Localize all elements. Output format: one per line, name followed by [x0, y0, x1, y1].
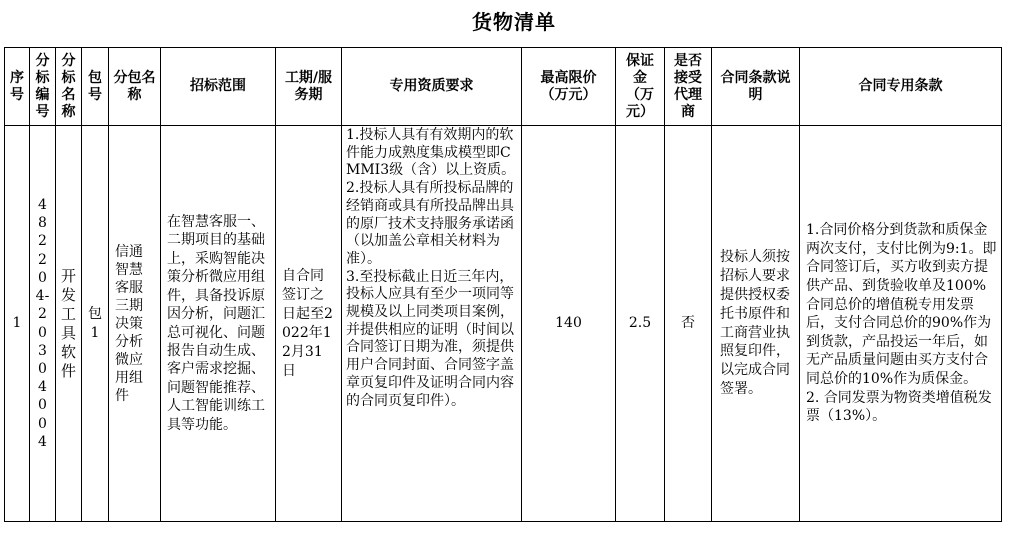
cell-lot-name: 开发工具软件 — [56, 126, 82, 522]
cell-pkg-name: 信通智慧客服三期决策分析微应用组件 — [109, 126, 161, 522]
header-pkg: 包号 — [82, 48, 109, 126]
cell-max-price: 140 — [522, 126, 616, 522]
header-max-price: 最高限价（万元） — [522, 48, 616, 126]
header-contract-desc: 合同条款说明 — [712, 48, 800, 126]
cell-lot-no: 482204-20304004 — [30, 126, 56, 522]
cell-agent: 否 — [665, 126, 712, 522]
cell-deposit: 2.5 — [616, 126, 665, 522]
cell-contract-terms: 1.合同价格分到货款和质保金两次支付，支付比例为9:1。即合同签订后，买方收到卖方提供产品、到货验收单及100%合同总价的增值税专用发票后，支付合同总价的90%作为到货款，产品投运一年后，如无产品质量问题由买方支付合同总价的10%作为质保金。 2. 合同发票为物资类增值税发票（13%）。 — [800, 126, 1002, 522]
cell-period: 自合同签订之日起至2022年12月31日 — [276, 126, 342, 522]
cell-qualification: 1.投标人具有有效期内的软件能力成熟度集成模型即CMMI3级（含）以上资质。 2.投标人具有所投标品牌的经销商或具有所投品牌出具的原厂技术支持服务承诺函（以加盖公章相关材料为准）。 3.至投标截止日近三年内，投标人应具有至少一项同等规模及以上同类项目案例，并提供相应的证明（时间以合同签订日期为准，须提供用户合同封面、合同签字盖章页复印件及证明合同内容的合同页复印件）。 — [342, 126, 522, 522]
table-row — [5, 126, 1002, 522]
header-qualification: 专用资质要求 — [342, 48, 522, 126]
header-agent: 是否接受代理商 — [665, 48, 712, 126]
header-period: 工期/服务期 — [276, 48, 342, 126]
cell-scope: 在智慧客服一、二期项目的基础上，采购智能决策分析微应用组件，具备投诉原因分析，问题汇总可视化、问题报告自动生成、客户需求挖掘、问题智能推荐、人工智能训练工具等功能。 — [161, 126, 276, 522]
header-deposit: 保证金（万元） — [616, 48, 665, 126]
header-contract-terms: 合同专用条款 — [800, 48, 1002, 126]
goods-table — [4, 47, 1002, 522]
header-row — [5, 48, 1002, 126]
header-pkg-name: 分包名称 — [109, 48, 161, 126]
cell-pkg: 包1 — [82, 126, 109, 522]
page-title: 货物清单 — [472, 10, 556, 34]
cell-contract-desc: 投标人须按招标人要求提供授权委托书原件和工商营业执照复印件，以完成合同签署。 — [712, 126, 800, 522]
header-seq: 序号 — [5, 48, 30, 126]
cell-seq: 1 — [5, 126, 30, 522]
header-scope: 招标范围 — [161, 48, 276, 126]
header-lot-no: 分标编号 — [30, 48, 56, 126]
header-lot-name: 分标名称 — [56, 48, 82, 126]
